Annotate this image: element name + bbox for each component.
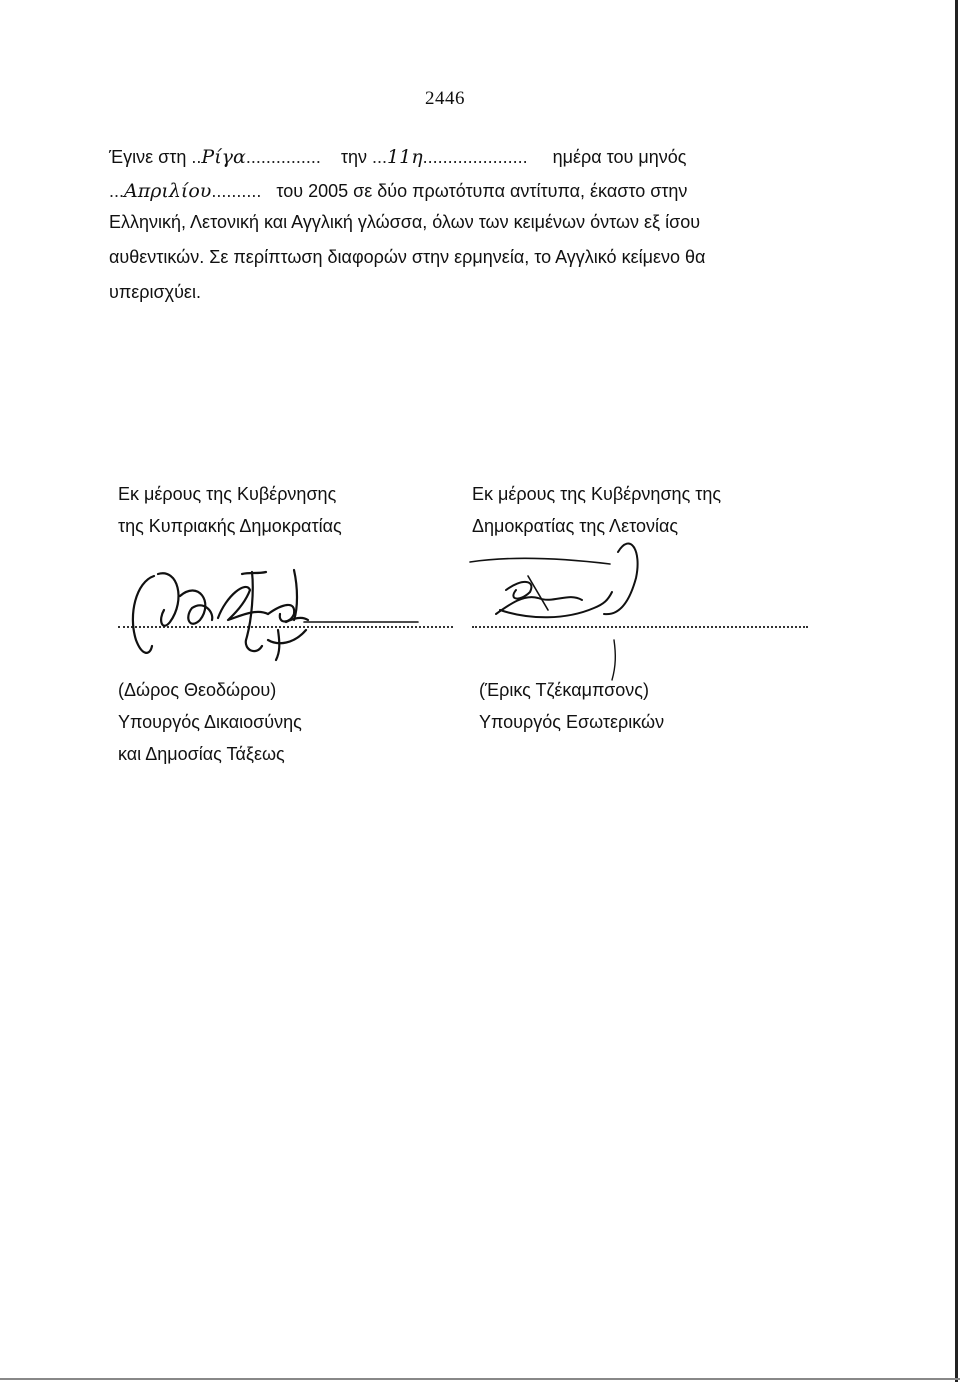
- paragraph-line-2: [109, 180, 809, 202]
- handwritten-month: Απριλίου: [124, 180, 212, 202]
- handwritten-place: Ρίγα: [201, 146, 246, 168]
- text-line-2: του 2005 σε δύο πρωτότυπα αντίτυπα, έκαστο στην: [276, 181, 688, 201]
- right-heading-line-1: Εκ μέρους της Κυβέρνησης της: [472, 484, 722, 504]
- right-heading-line-2: Δημοκρατίας της Λετονίας: [472, 516, 679, 536]
- fill-dots-day: ...: [372, 147, 388, 167]
- handwritten-day: 11η: [387, 146, 423, 168]
- fill-dots-day-tail: .....................: [422, 147, 528, 167]
- text-imera-tou-minos: ημέρα του μηνός: [552, 147, 687, 167]
- text-tin: την: [340, 147, 367, 167]
- page-number: 2446: [425, 88, 465, 109]
- left-heading: [118, 482, 342, 538]
- paragraph-line-4: αυθεντικών. Σε περίπτωση διαφορών στην ερμηνεία, το Αγγλικό κείμενο θα: [109, 247, 706, 267]
- paragraph-line-5: υπερισχύει.: [109, 282, 201, 302]
- fill-dots-month-tail: ..........: [211, 181, 262, 201]
- left-signature-image: [118, 560, 438, 670]
- fill-dots-month: ...: [109, 181, 125, 201]
- right-signature-image: [470, 530, 720, 690]
- text-egine: Έγινε στη: [109, 147, 187, 167]
- right-signatory-name: (Έρικς Τζέκαμπσονς): [479, 680, 649, 700]
- left-signatory-title-1: Υπουργός Δικαιοσύνης: [118, 712, 302, 732]
- left-heading-line-2: της Κυπριακής Δημοκρατίας: [118, 516, 342, 536]
- paragraph-line-1: [109, 146, 809, 168]
- right-signatory: [479, 678, 664, 734]
- paragraph-line-3: Ελληνική, Λετονική και Αγγλική γλώσσα, όλων των κειμένων όντων εξ ίσου: [109, 212, 701, 232]
- right-signatory-title-1: Υπουργός Εσωτερικών: [479, 712, 665, 732]
- fill-dots-place-tail: ...............: [245, 147, 321, 167]
- scan-right-edge: [955, 0, 958, 1382]
- left-heading-line-1: Εκ μέρους της Κυβέρνησης: [118, 484, 337, 504]
- left-signatory: [118, 678, 302, 766]
- scan-bottom-edge: [0, 1378, 960, 1380]
- left-signatory-title-2: και Δημοσίας Τάξεως: [118, 744, 285, 764]
- fill-dots-place: ..: [191, 147, 202, 167]
- left-signatory-name: (Δώρος Θεοδώρου): [118, 680, 277, 700]
